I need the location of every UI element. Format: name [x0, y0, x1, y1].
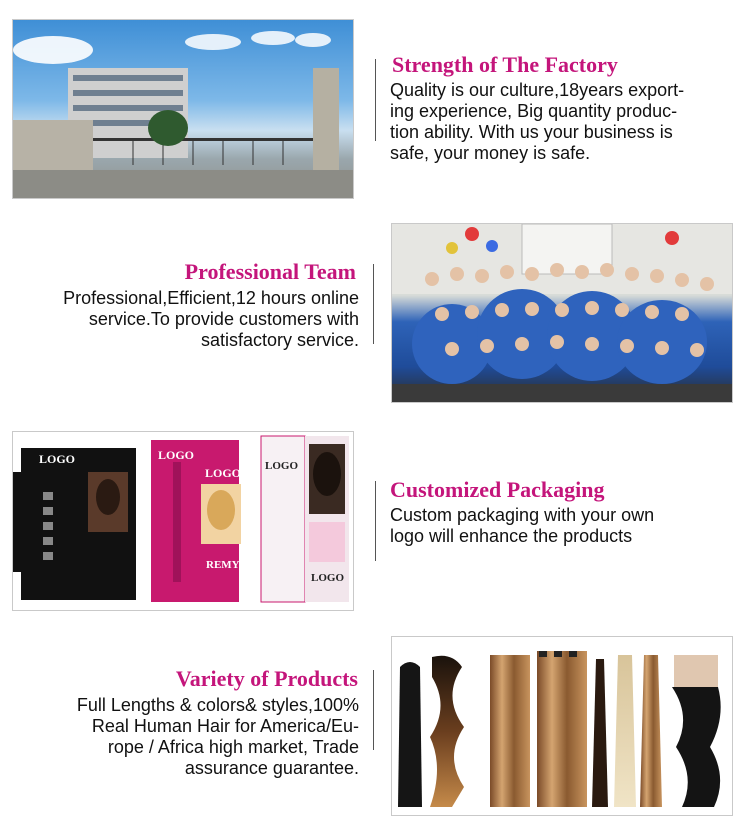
section-title: Customized Packaging	[390, 477, 605, 502]
description-line: safe, your money is safe.	[390, 143, 591, 163]
section-description	[390, 80, 684, 164]
logo-label: LOGO	[39, 452, 76, 466]
description-line: Quality is our culture,18years export-	[390, 80, 685, 100]
section-description	[20, 695, 359, 779]
section-divider	[375, 59, 376, 141]
logo-label: LOGO	[205, 466, 242, 480]
description-line: Real Human Hair for America/Eu-	[91, 716, 359, 736]
section-description	[20, 288, 359, 351]
section-title: Variety of Products	[175, 666, 358, 691]
description-line: assurance guarantee.	[184, 758, 359, 778]
section-description	[390, 505, 654, 547]
description-line: Professional,Efficient,12 hours online	[63, 288, 359, 308]
section-title: Strength of The Factory	[392, 52, 618, 77]
section-title: Professional Team	[184, 259, 356, 284]
section-divider	[373, 264, 374, 344]
factory-photo	[12, 19, 354, 199]
hair-products-photo	[391, 636, 733, 816]
logo-label: LOGO	[158, 448, 195, 462]
description-line: ing experience, Big quantity produc-	[390, 101, 678, 121]
packaging-photo	[12, 431, 354, 611]
remy-label: REMY	[206, 559, 240, 571]
description-line: tion ability. With us your business is	[390, 122, 673, 142]
section-divider	[373, 670, 374, 750]
team-photo	[391, 223, 733, 403]
logo-label: LOGO	[265, 460, 299, 472]
section-divider	[375, 481, 376, 561]
description-line: satisfactory service.	[200, 330, 359, 350]
description-line: rope / Africa high market, Trade	[107, 737, 359, 757]
logo-label: LOGO	[311, 572, 345, 584]
description-line: Full Lengths & colors& styles,100%	[76, 695, 359, 715]
description-line: service.To provide customers with	[88, 309, 359, 329]
description-line: logo will enhance the products	[390, 526, 633, 546]
description-line: Custom packaging with your own	[390, 505, 655, 525]
